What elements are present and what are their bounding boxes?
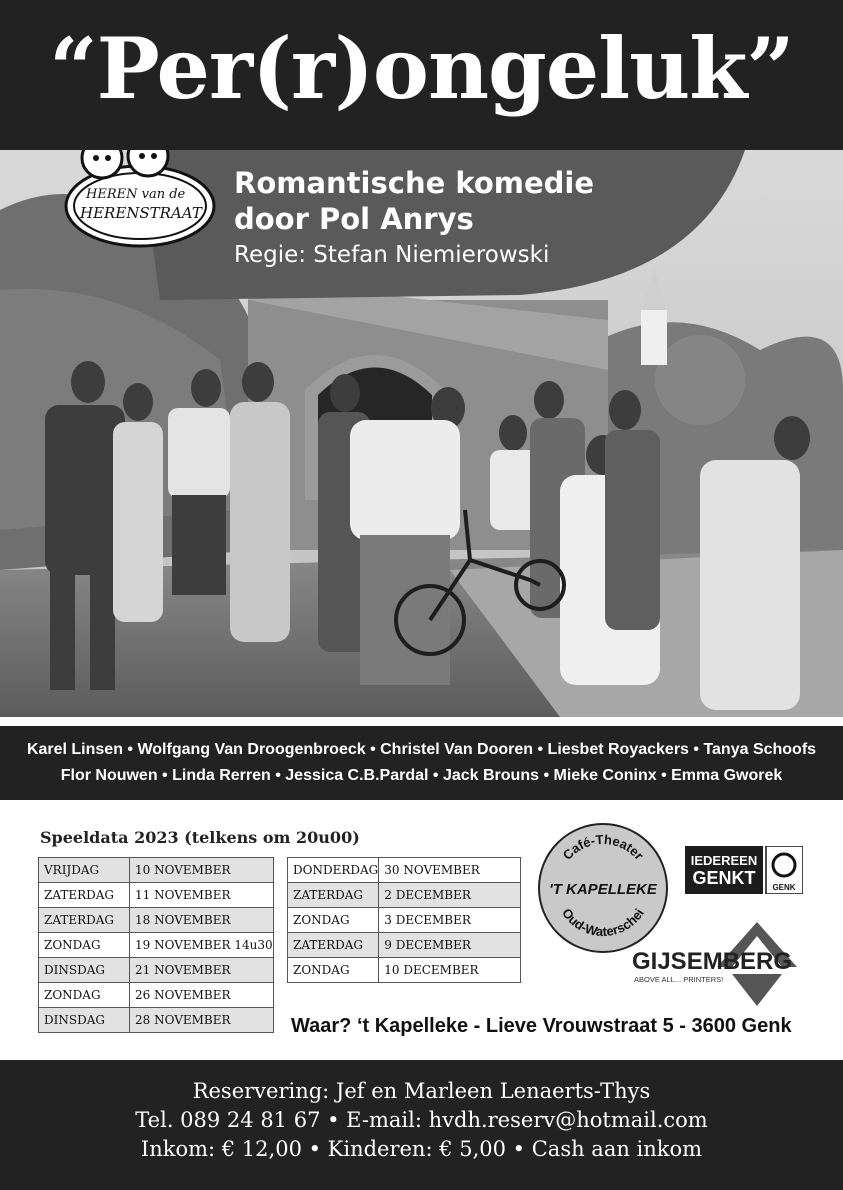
date-cell: 3 DECEMBER [379,908,521,933]
table-row [288,908,521,933]
day-cell: ZONDAG [39,933,130,958]
day-cell: VRIJDAG [39,858,130,883]
day-cell: DINSDAG [39,958,130,983]
day-cell: ZONDAG [39,983,130,1008]
date-cell: 30 NOVEMBER [379,858,521,883]
genkt-line-2: GENKT [692,868,756,888]
logo-text-2: HERENSTRAAT [80,204,202,222]
date-cell: 10 DECEMBER [379,958,521,983]
table-row [288,883,521,908]
schedule-table-right [287,857,521,983]
day-cell: ZONDAG [288,958,379,983]
schedule-heading: Speeldata 2023 (telkens om 20u00) [40,828,360,847]
table-row [39,908,274,933]
table-row [39,858,274,883]
venue-top-text: Café-Theater [559,831,647,863]
cast-photo [0,150,843,717]
table-row [39,933,274,958]
gijsemberg-tagline: ABOVE ALL... PRINTERS! [634,975,724,984]
subtitle-director: Regie: Stefan Niemierowski [234,242,550,268]
date-cell: 11 NOVEMBER [130,883,274,908]
reservation-line: Reservering: Jef en Marleen Lenaerts-Thys [192,1079,651,1103]
table-row [288,958,521,983]
table-row [39,1008,274,1033]
day-cell: ZONDAG [288,908,379,933]
date-cell: 28 NOVEMBER [130,1008,274,1033]
subtitle-author: door Pol Anrys [234,202,474,236]
table-row [288,933,521,958]
day-cell: DINSDAG [39,1008,130,1033]
date-cell: 9 DECEMBER [379,933,521,958]
table-row [39,983,274,1008]
day-cell: DONDERDAG [288,858,379,883]
footer-band [0,1060,843,1190]
contact-line: Tel. 089 24 81 67 • E-mail: hvdh.reserv@hotmail.com [135,1108,708,1132]
day-cell: ZATERDAG [288,933,379,958]
logo-text-1: HEREN van de [86,187,186,202]
gijsemberg-logo-icon [632,922,807,1008]
table-row [288,858,521,883]
venue-name: 'T KAPELLEKE [549,881,657,898]
table-row [39,958,274,983]
gijsemberg-name: GIJSEMBERG [632,948,793,975]
genkt-line-1: IEDEREEN [690,853,758,868]
date-cell: 26 NOVEMBER [130,983,274,1008]
prices-line: Inkom: € 12,00 • Kinderen: € 5,00 • Cash aan inkom [140,1137,703,1161]
day-cell: ZATERDAG [288,883,379,908]
schedule-table-left [38,857,274,1033]
iedereen-genkt-logo-icon [685,846,803,894]
date-cell: 19 NOVEMBER 14u30 [130,933,274,958]
day-cell: ZATERDAG [39,908,130,933]
venue-address: Waar? ‘t Kapelleke - Lieve Vrouwstraat 5 - 3600 Genk [291,1015,792,1037]
table-row [39,883,274,908]
cast-line-1: Karel Linsen • Wolfgang Van Droogenbroeck • Christel Van Dooren • Liesbet Royackers • Tanya Schoofs [26,741,817,758]
two-faces-logo-icon [58,150,218,256]
subtitle-genre: Romantische komedie [234,166,595,200]
day-cell: ZATERDAG [39,883,130,908]
genkt-badge: GENK [772,883,796,892]
date-cell: 10 NOVEMBER [130,858,274,883]
date-cell: 18 NOVEMBER [130,908,274,933]
poster-title: “Per(r)ongeluk” [49,19,794,118]
venue-bottom-text: Oud-Waterschei [559,905,647,940]
cast-band [0,726,843,800]
date-cell: 2 DECEMBER [379,883,521,908]
cast-line-2: Flor Nouwen • Linda Rerren • Jessica C.B.Pardal • Jack Brouns • Mieke Coninx • Emma Gworek [60,767,783,784]
date-cell: 21 NOVEMBER [130,958,274,983]
